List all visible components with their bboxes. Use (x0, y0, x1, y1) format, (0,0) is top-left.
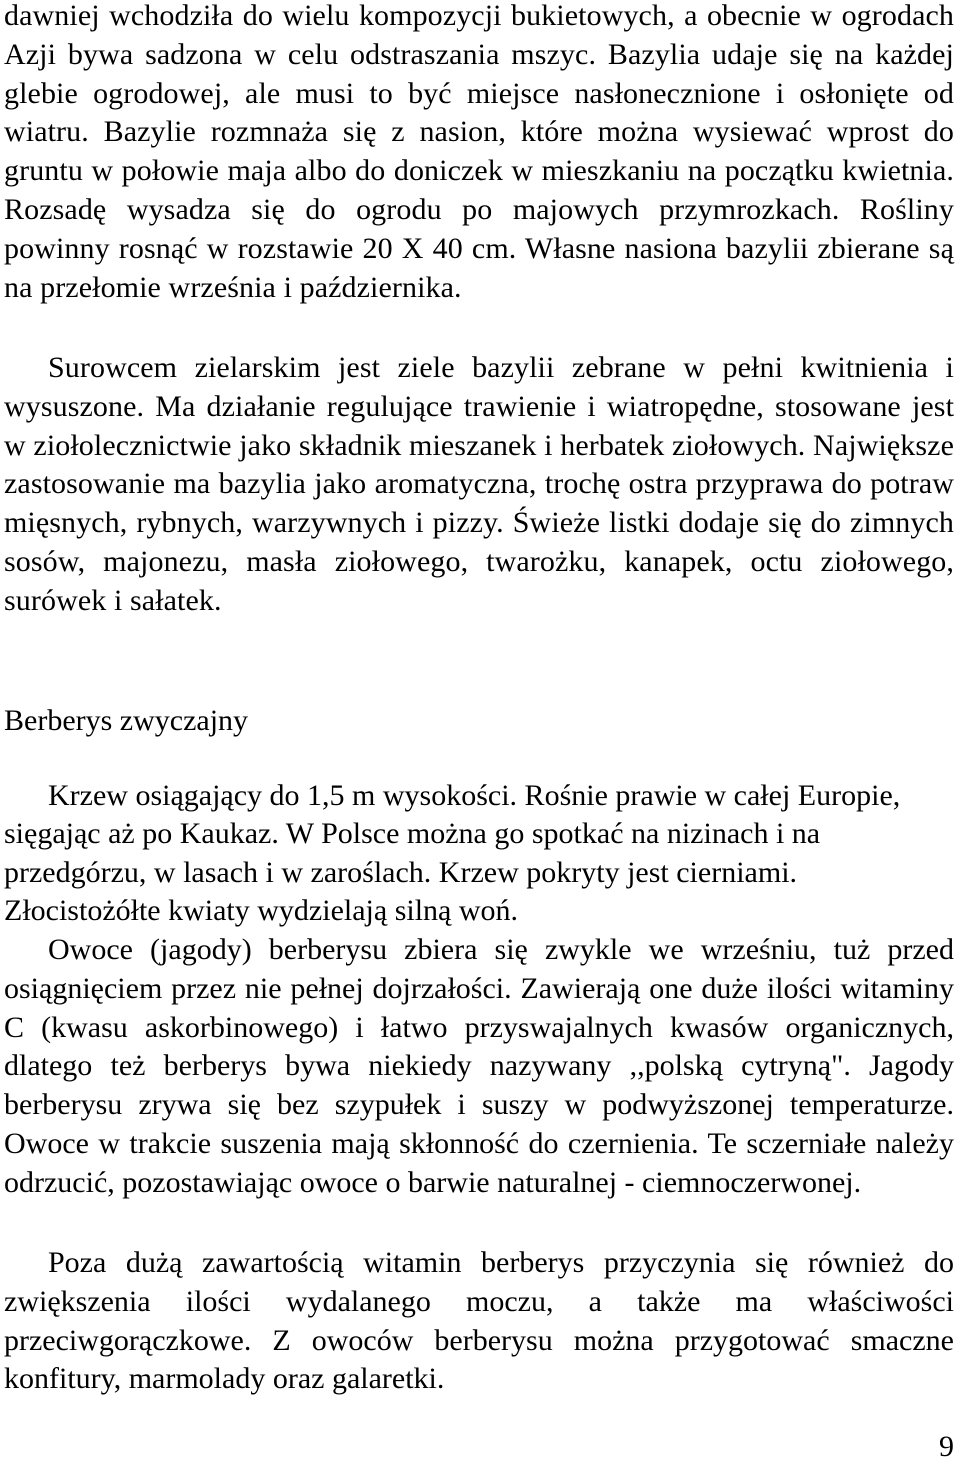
section-heading-barberry: Berberys zwyczajny (4, 704, 249, 737)
paragraph-barberry-uses: Poza dużą zawartością witamin berberys przyczynia się również do zwiększenia ilości wydalanego moczu, a także ma właściwości przeciwgorączkowe. Z owoców berberysu można przygotować smaczne konfitury, marmolady oraz galaretki. (4, 1246, 954, 1396)
page-number: 9 (939, 1430, 954, 1463)
paragraph-barberry-fruits: Owoce (jagody) berberysu zbiera się zwykle we wrześniu, tuż przed osiągnięciem przez nie pełnej dojrzałości. Zawierają one duże ilości witaminy C (kwasu askorbinowego) i łatwo przyswajalnych kwasów organicznych, dlatego też berberys bywa niekiedy nazywany ,,polską cytryną". Jagody berberysu zrywa się bez szypułek i suszy w podwyższonej temperaturze. Owoce w trakcie suszenia mają skłonność do czernienia. Te sczerniałe należy odrzucić, pozostawiając owoce o barwie naturalnej - ciemnoczerwonej. (4, 933, 954, 1199)
paragraph-basil-raw-material: Surowcem zielarskim jest ziele bazylii zebrane w pełni kwitnienia i wysuszone. Ma działanie regulujące trawienie i wiatropędne, stosowane jest w ziołolecznictwie jako składnik mieszanek i herbatek ziołowych. Największe zastosowanie ma bazylia jako aromatyczna, trochę ostra przyprawa do potraw mięsnych, rybnych, warzywnych i pizzy. Świeże listki dodaje się do zimnych sosów, majonezu, masła ziołowego, twarożku, kanapek, octu ziołowego, surówek i sałatek. (4, 351, 954, 617)
paragraph-basil-continuation: dawniej wchodziła do wielu kompozycji bukietowych, a obecnie w ogrodach Azji bywa sadzona w celu odstraszania mszyc. Bazylia udaje się na każdej glebie ogrodowej, ale musi to być miejsce nasłonecznione i osłonięte od wiatru. Bazylie rozmnaża się z nasion, które można wysiewać wprost do gruntu w połowie maja albo do doniczek w mieszkaniu na początku kwietnia. Rozsadę wysadza się do ogrodu po majowych przymrozkach. Rośliny powinny rosnąć w rozstawie 20 X 40 cm. Własne nasiona bazylii zbierane są na przełomie września i października. (4, 0, 954, 304)
paragraph-barberry-description: Krzew osiągający do 1,5 m wysokości. Rośnie prawie w całej Europie, sięgając aż po Kaukaz. W Polsce można go spotkać na nizinach i na przedgórzu, w lasach i w zaroślach. Krzew pokryty jest cierniami. Złocistożółte kwiaty wydzielają silną woń. (4, 779, 901, 927)
